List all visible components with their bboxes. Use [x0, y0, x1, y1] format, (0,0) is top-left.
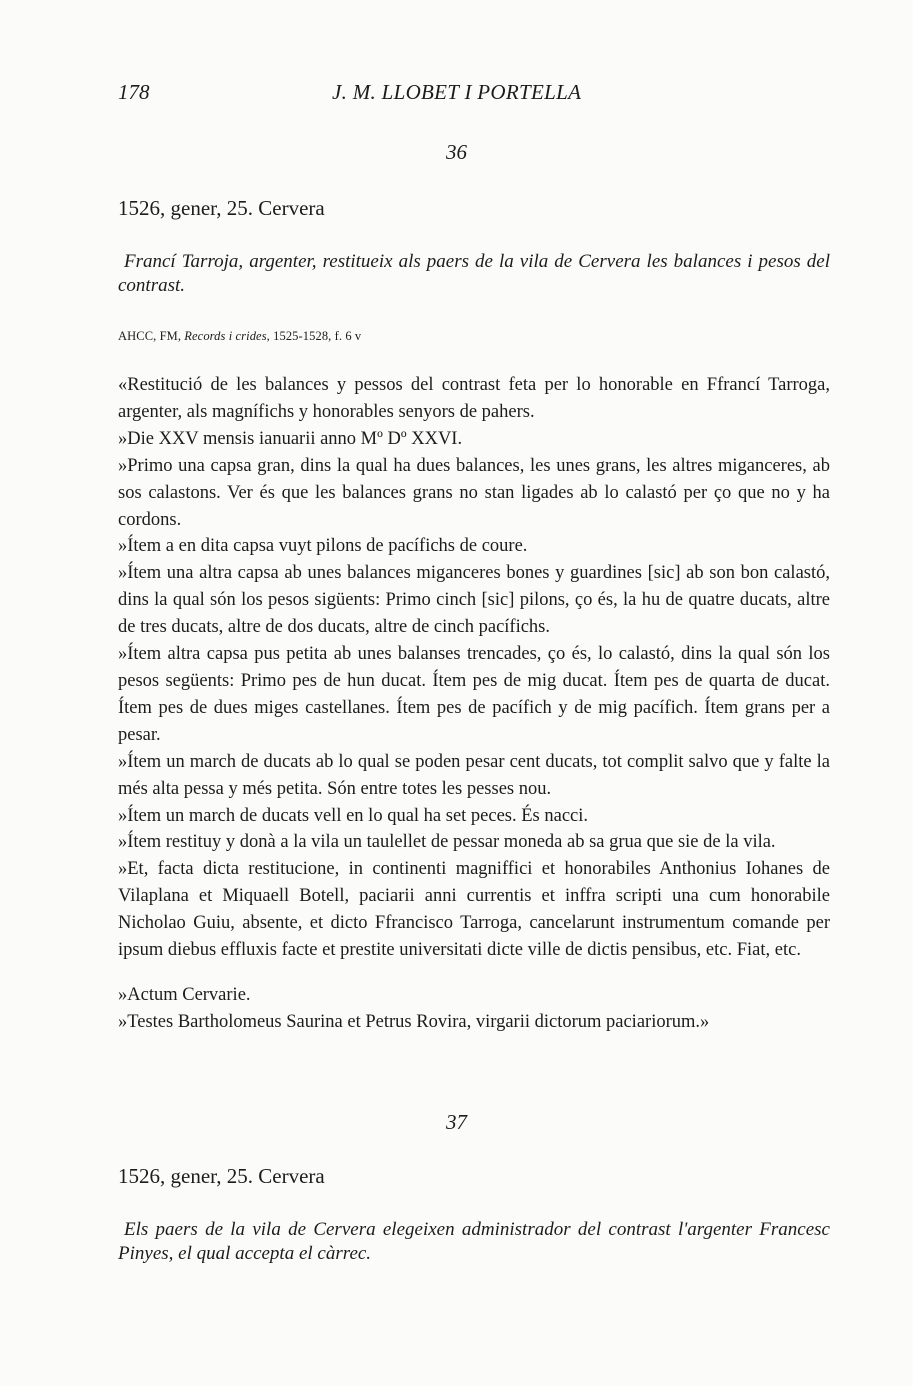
transcription-paragraph: »Ítem altra capsa pus petita ab unes balanses trencades, ço és, lo calastó, dins la qual són los pesos següents: Primo pes de hun ducat. Ítem pes de mig ducat. Ítem pes de quarta de ducat. Ítem pes de dues miges castellanes. Ítem pes de pacífich y de mig pacífich. Ítem grans per a pesar.	[118, 644, 830, 745]
transcription-paragraph: »Et, facta dicta restitucione, in continenti magniffici et honorabiles Anthonius Iohanes de Vilaplana et Miquaell Botell, paciarii anni currentis et inffra scripti una cum honorabile Nicholao Guiu, absente, et dicto Ffrancisco Tarroga, cancelarunt instrumentum comande per ipsum diebus effluxis facte et prestite universitati dicte ville de dictis pensibus, etc. Fiat, etc.	[118, 859, 830, 961]
transcription-paragraph: »Ítem un march de ducats vell en lo qual ha set peces. És nacci.	[118, 805, 589, 826]
transcription-paragraph: »Actum Cervarie.	[118, 984, 251, 1005]
source-prefix: AHCC, FM,	[118, 329, 185, 343]
transcription-paragraph: »Ítem un march de ducats ab lo qual se poden pesar cent ducats, tot complit salvo que y falte la més alta pessa y més petita. Són entre totes les pesses nou.	[118, 751, 830, 799]
source-title: Records i crides	[184, 329, 267, 343]
document-date-37: 1526, gener, 25. Cervera	[118, 1164, 325, 1188]
transcription-paragraph: »Die XXV mensis ianuarii anno Mº Dº XXVI.	[118, 428, 463, 449]
page-number: 178	[118, 80, 150, 104]
document-number-37: 37	[446, 1110, 467, 1134]
document-regest-36: Francí Tarroja, argenter, restitueix als paers de la vila de Cervera les balances i pesos del contrast.	[118, 251, 830, 296]
archival-source	[118, 329, 361, 344]
running-head	[118, 80, 828, 108]
transcription-paragraph: «Restitució de les balances y pessos del contrast feta per lo honorable en Ffrancí Tarroga, argenter, als magnífichs y honorables senyors de pahers.	[118, 375, 830, 422]
document-transcription-36	[118, 372, 830, 1036]
document-number-36: 36	[446, 140, 467, 164]
transcription-paragraph: »Ítem a en dita capsa vuyt pilons de pacífichs de coure.	[118, 536, 528, 557]
transcription-paragraph: »Ítem restituy y donà a la vila un taulellet de pessar moneda ab sa grua que sie de la vila.	[118, 832, 776, 853]
transcription-paragraph: »Ítem una altra capsa ab unes balances miganceres bones y guardines [sic] ab son bon calastó, dins la qual són los pesos sigüents: Primo cinch [sic] pilons, ço és, la hu de quatre ducats, altre de tres ducats, altre de dos ducats, altre de cinch pacífichs.	[118, 563, 830, 638]
document-regest-37: Els paers de la vila de Cervera elegeixen administrador del contrast l'argenter Francesc Pinyes, el qual accepta el càrrec.	[118, 1219, 830, 1264]
running-head-author: J. M. LLOBET I PORTELLA	[332, 80, 582, 104]
transcription-paragraph: »Testes Bartholomeus Saurina et Petrus Rovira, virgarii dictorum paciariorum.»	[118, 1011, 710, 1032]
document-date-36: 1526, gener, 25. Cervera	[118, 196, 325, 220]
transcription-paragraph: »Primo una capsa gran, dins la qual ha dues balances, les unes grans, les altres miganceres, ab sos calastons. Ver és que les balances grans no stan ligades ab lo calastó per ço que no y ha cordons.	[118, 455, 830, 530]
source-suffix: , 1525-1528, f. 6 v	[266, 329, 362, 343]
